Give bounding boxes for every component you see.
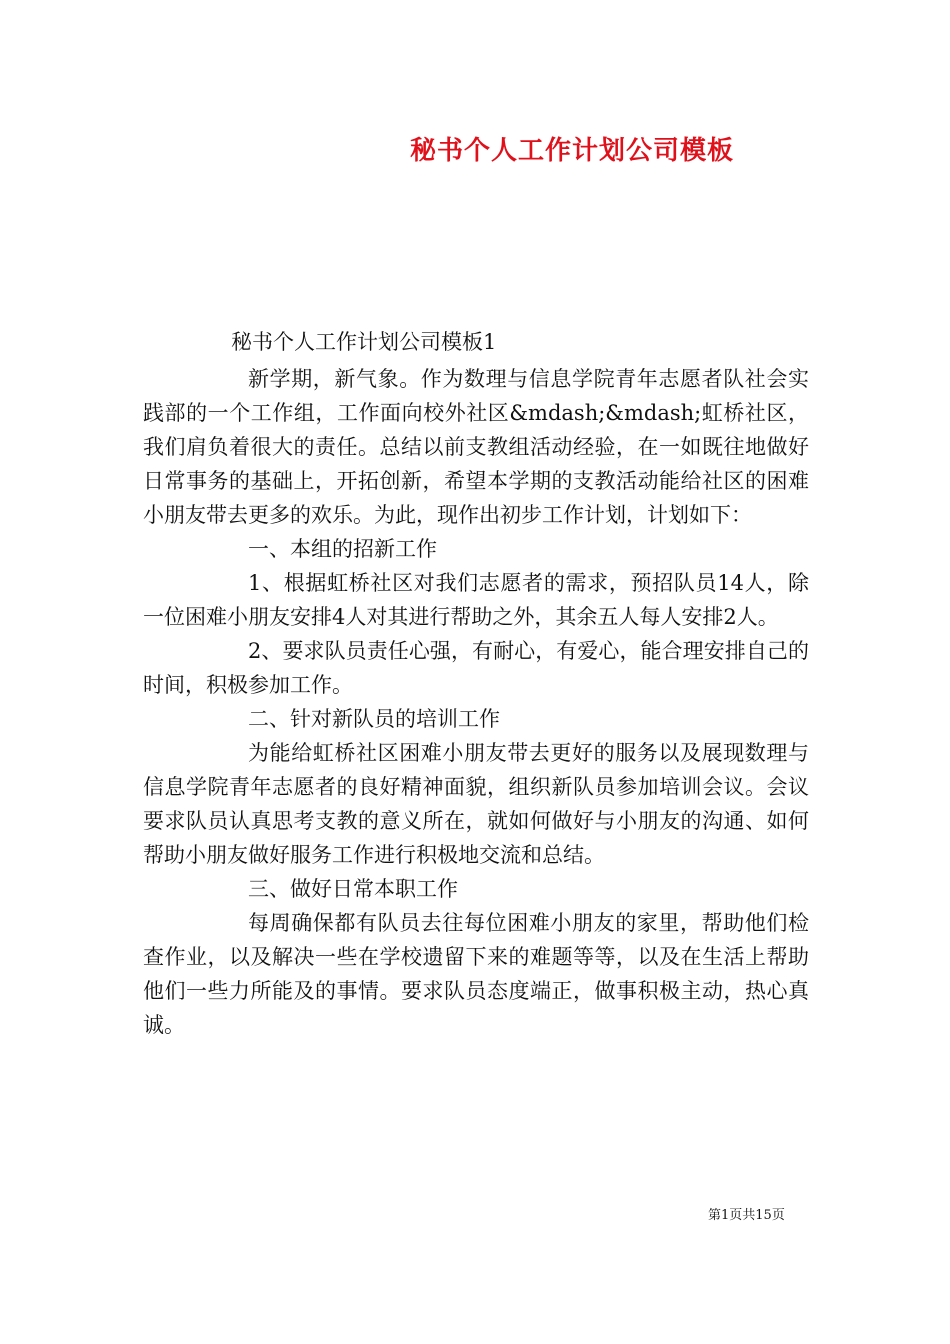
paragraph-daily: 每周确保都有队员去往每位困难小朋友的家里，帮助他们检查作业，以及解决一些在学校遗留下来的难题等等，以及在生活上帮助他们一些力所能及的事情。要求队员态度端正，做事积极主动，热心真诚。 [143,911,809,1037]
section-heading-daily: 三、做好日常本职工作 [248,877,458,901]
document-body [143,322,809,1042]
section-heading-training: 二、针对新队员的培训工作 [248,707,500,731]
document-title: 秘书个人工作计划公司模板 [410,136,735,166]
paragraph-recruit-1: 1、根据虹桥社区对我们志愿者的需求，预招队员14人，除一位困难小朋友安排4人对其进行帮助之外，其余五人每人安排2人。 [143,571,809,629]
section-heading-recruit: 一、本组的招新工作 [248,537,437,561]
document-subtitle: 秘书个人工作计划公司模板1 [231,330,497,354]
paragraph-training: 为能给虹桥社区困难小朋友带去更好的服务以及展现数理与信息学院青年志愿者的良好精神面貌，组织新队员参加培训会议。会议要求队员认真思考支教的意义所在，就如何做好与小朋友的沟通、如何帮助小朋友做好服务工作进行积极地交流和总结。 [143,741,809,867]
paragraph-recruit-2: 2、要求队员责任心强，有耐心，有爱心，能合理安排自己的时间，积极参加工作。 [143,639,809,697]
page-number: 第1页共15页 [708,1208,785,1223]
paragraph-intro: 新学期，新气象。作为数理与信息学院青年志愿者队社会实践部的一个工作组，工作面向校外社区&mdash;&mdash;虹桥社区，我们肩负着很大的责任。总结以前支教组活动经验，在一如既往地做好日常事务的基础上，开拓创新，希望本学期的支教活动能给社区的困难小朋友带去更多的欢乐。为此，现作出初步工作计划，计划如下： [143,367,809,527]
